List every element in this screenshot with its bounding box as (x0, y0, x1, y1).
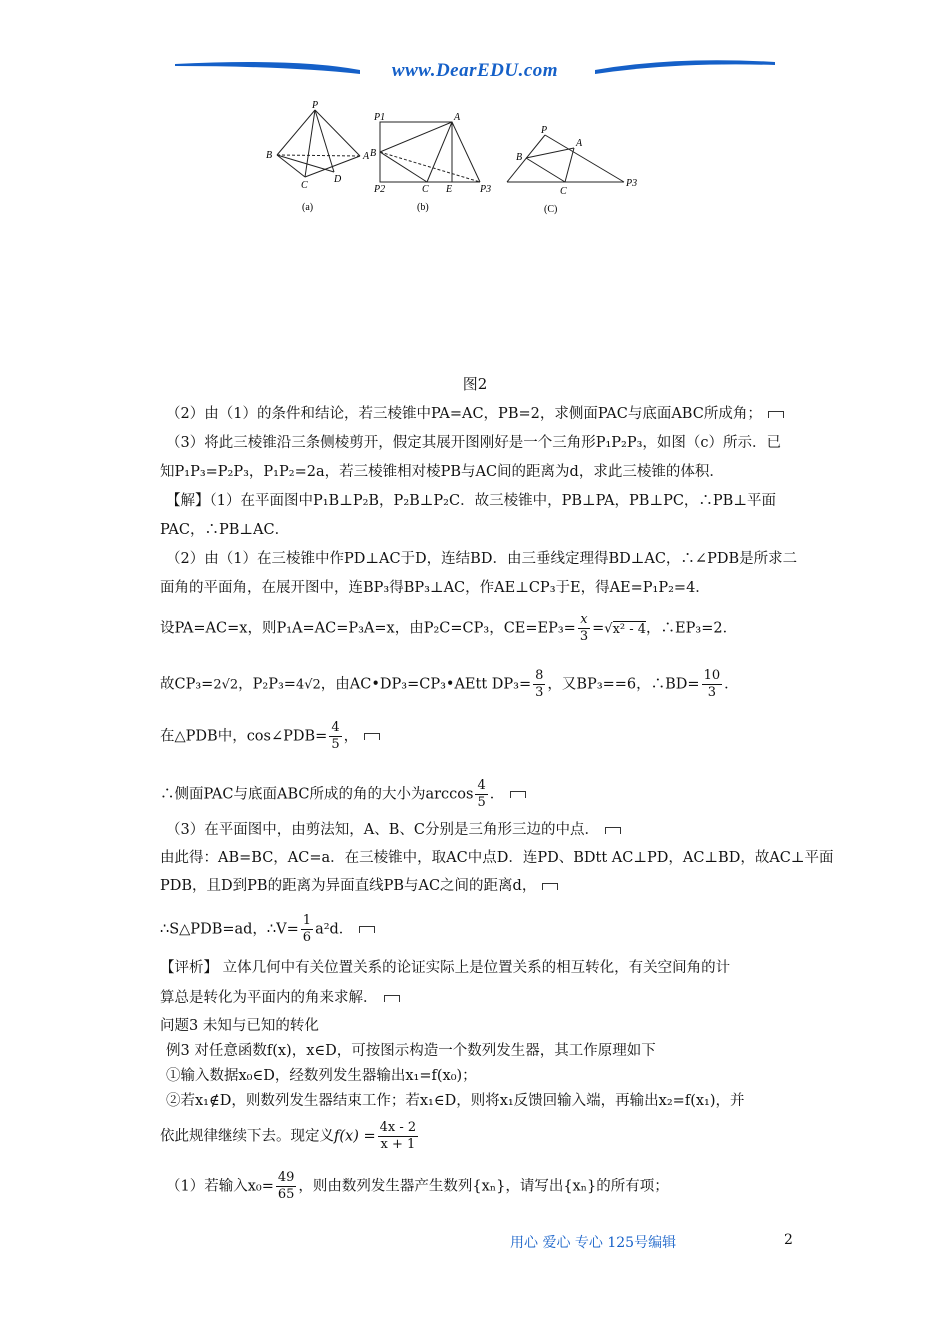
text-line: （2）由（1）的条件和结论，若三棱锥中PA=AC，PB=2，求侧面PAC与底面ABC所成角； (166, 404, 836, 424)
text-line: 【评析】 立体几何中有关位置关系的论证实际上是位置关系的相互转化，有关空间角的计 (160, 960, 731, 976)
fig-label-a2: A (454, 112, 461, 123)
fig-label-a: A (363, 151, 370, 162)
site-url[interactable]: www.DearEDU.com (391, 60, 559, 81)
text-line: 例3 对任意函数f(x)，x∈D，可按图示构造一个数列发生器，其工作原理如下 (166, 1043, 656, 1059)
fig-label-a-c: A (576, 138, 583, 149)
fig-label-b: B (266, 150, 273, 161)
pyramid-diagrams (262, 100, 642, 218)
section-heading: 问题3 未知与已知的转化 (160, 1018, 319, 1034)
fig-label-p-c: P (541, 125, 548, 136)
edit-mark-icon (359, 926, 375, 933)
text-line: 在△PDB中，cos∠PDB= $\frac{4}{5}$ ， (160, 720, 830, 753)
text-line: PDB，且D到PB的距离为异面直线PB与AC之间的距离d， (160, 876, 830, 896)
text-line: ∴侧面PAC与底面ABC所成的角的大小为arccos $\frac{4}{5}$ ． (160, 778, 830, 811)
fig-label-p: P (312, 100, 319, 111)
text-line: （1）若输入x₀= $\frac{49}{65}$ ，则由数列发生器产生数列{xₙ}，请写出{xₙ}的所有项； (166, 1170, 669, 1202)
fig-label-d: D (334, 174, 342, 185)
text-line: 算总是转化为平面内的角来求解． (160, 988, 830, 1008)
text-line: ②若x₁∉D，则数列发生器结束工作；若x₁∈D，则将x₁反馈回输入端，再输出x₂=f(x₁)，并 (166, 1093, 745, 1109)
text-line: （3）将此三棱锥沿三条侧棱剪开，假定其展开图刚好是一个三角形P₁P₂P₃，如图（c）所示．已 (166, 435, 782, 451)
figure-2 (262, 100, 642, 218)
fig-label-p3: P3 (480, 184, 492, 195)
text-line: 设PA=AC=x，则P₁A=AC=P₃A=x，由P₂C=CP₃，CE=EP₃= $\frac{x}{3}$ =√x² - 4，∴EP₃=2． (160, 612, 738, 644)
edit-mark-icon (510, 791, 526, 798)
edit-mark-icon (605, 827, 621, 834)
text-line: （3）在平面图中，由剪法知，A、B、C分别是三角形三边的中点． (166, 820, 836, 840)
sub-a: (a) (302, 202, 314, 213)
figure-caption: 图2 (462, 375, 488, 393)
fig-label-p2: P2 (374, 184, 386, 195)
footer-text: 用心 爱心 专心 125号编辑 (510, 1235, 677, 1251)
edit-mark-icon (364, 733, 380, 740)
text-line: ①输入数据x₀∈D，经数列发生器输出x₁=f(x₀)； (166, 1068, 477, 1084)
text-line: ∴S△PDB=ad，∴V= $\frac{1}{6}$ a²d． (160, 913, 830, 946)
fig-label-c: C (301, 180, 308, 191)
page-number: 2 (784, 1232, 793, 1248)
edit-mark-icon (768, 411, 784, 418)
edit-mark-icon (542, 883, 558, 890)
fig-label-p3-c: P3 (626, 178, 638, 189)
text-line: （2）由（1）在三棱锥中作PD⊥AC于D，连结BD．由三垂线定理得BD⊥AC，∴∠PDB是所求二 (166, 551, 798, 567)
text-line: 知P₁P₃=P₂P₃，P₁P₂=2a，若三棱锥相对棱PB与AC间的距离为d，求此三棱锥的体积． (160, 464, 724, 480)
text-line: 【解】（1）在平面图中P₁B⊥P₂B，P₂B⊥P₂C．故三棱锥中，PB⊥PA，PB⊥PC，∴PB⊥平面 (166, 493, 776, 509)
edit-mark-icon (384, 995, 400, 1002)
text-line: 面角的平面角，在展开图中，连BP₃得BP₃⊥AC，作AE⊥CP₃于E，得AE=P₁P₂=4． (160, 580, 710, 596)
text-line: 故CP₃=2√2，P₂P₃=4√2，由AC•DP₃=CP₃•AEtt DP₃= $\frac{8}{3}$ ，又BP₃==6，∴BD= $\frac{10}{3}$ ． (160, 668, 739, 700)
text-line: 依此规律继续下去。现定义f(x) = $\frac{4x - 2}{x + 1}$ (160, 1120, 417, 1152)
fig-label-p1: P1 (374, 112, 386, 123)
fig-label-c2: C (422, 184, 429, 195)
text-line: 由此得：AB=BC，AC=a．在三棱锥中，取AC中点D．连PD、BDtt AC⊥PD，AC⊥BD，故AC⊥平面 (160, 850, 834, 866)
page-header (175, 52, 775, 92)
fig-label-b2: B (370, 148, 377, 159)
text-line: PAC，∴PB⊥AC． (160, 522, 290, 538)
fig-label-e: E (446, 184, 453, 195)
fig-label-c-c: C (560, 186, 567, 197)
fig-label-b-c: B (516, 152, 523, 163)
sub-b: (b) (417, 202, 429, 213)
sub-c: (C) (544, 204, 558, 215)
